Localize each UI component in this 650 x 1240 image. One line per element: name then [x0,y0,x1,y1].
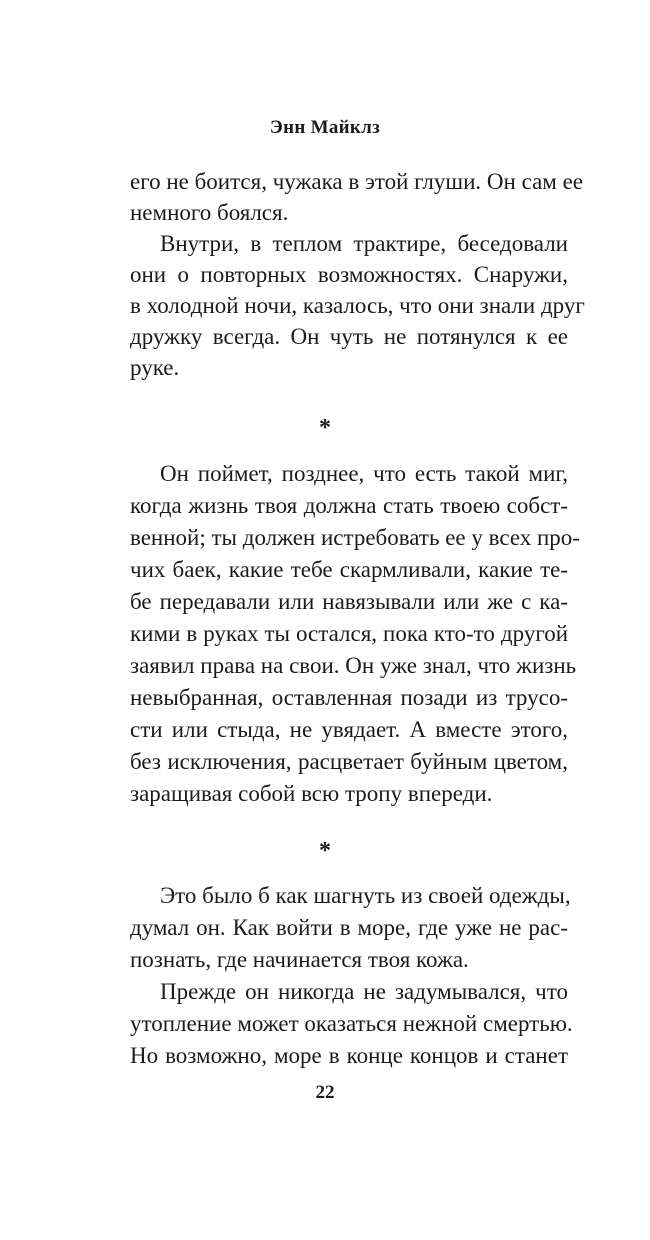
text-line: без исключения, расцветает буйным цветом, [130,749,568,774]
text-line: заявил права на свои. Он уже знал, что жизнь [130,653,577,678]
text-line: руке. [130,355,180,380]
text-line: познать, где начинается твоя кожа. [130,947,469,972]
text-line: сти или стыда, не увядает. А вместе этого, [130,717,568,742]
text-line: Прежде он никогда не задумывался, что [160,979,568,1004]
text-line: они о повторных возможностях. Снаружи, [130,262,568,287]
text-line: Это было б как шагнуть из своей одежды, [160,883,571,908]
running-head: Энн Майклз [269,117,381,138]
text-line: чих баек, какие тебе скармливали, какие те- [130,557,568,582]
text-line: думал он. Как войти в море, где уже не рас- [130,915,568,940]
text-line: Он поймет, позднее, что есть такой миг, [160,461,568,486]
text-line: Но возможно, море в конце концов и станет [130,1043,568,1068]
text-line: кими в руках ты остался, пока кто-то другой [130,621,568,646]
section-separator: * [319,838,331,864]
text-line: Внутри, в теплом трактире, беседовали [160,231,568,256]
text-line: дружку всегда. Он чуть не потянулся к ее [130,324,568,349]
text-line: немного боялся. [130,200,289,225]
text-line: заращивая собой всю тропу впереди. [130,781,493,806]
text-line: бе передавали или навязывали или же с ка- [130,589,568,614]
section-separator: * [319,415,331,441]
text-line: когда жизнь твоя должна стать твоею собст- [130,493,568,518]
text-line: в холодной ночи, казалось, что они знали друг [130,293,585,318]
text-line: невыбранная, оставленная позади из трусо- [130,685,568,710]
text-line: его не боится, чужака в этой глуши. Он сам ее [130,169,584,194]
page-number: 22 [315,1082,335,1103]
text-line: утопление может оказаться нежной смертью. [130,1011,573,1036]
text-line: венной; ты должен истребовать ее у всех про- [130,525,580,550]
